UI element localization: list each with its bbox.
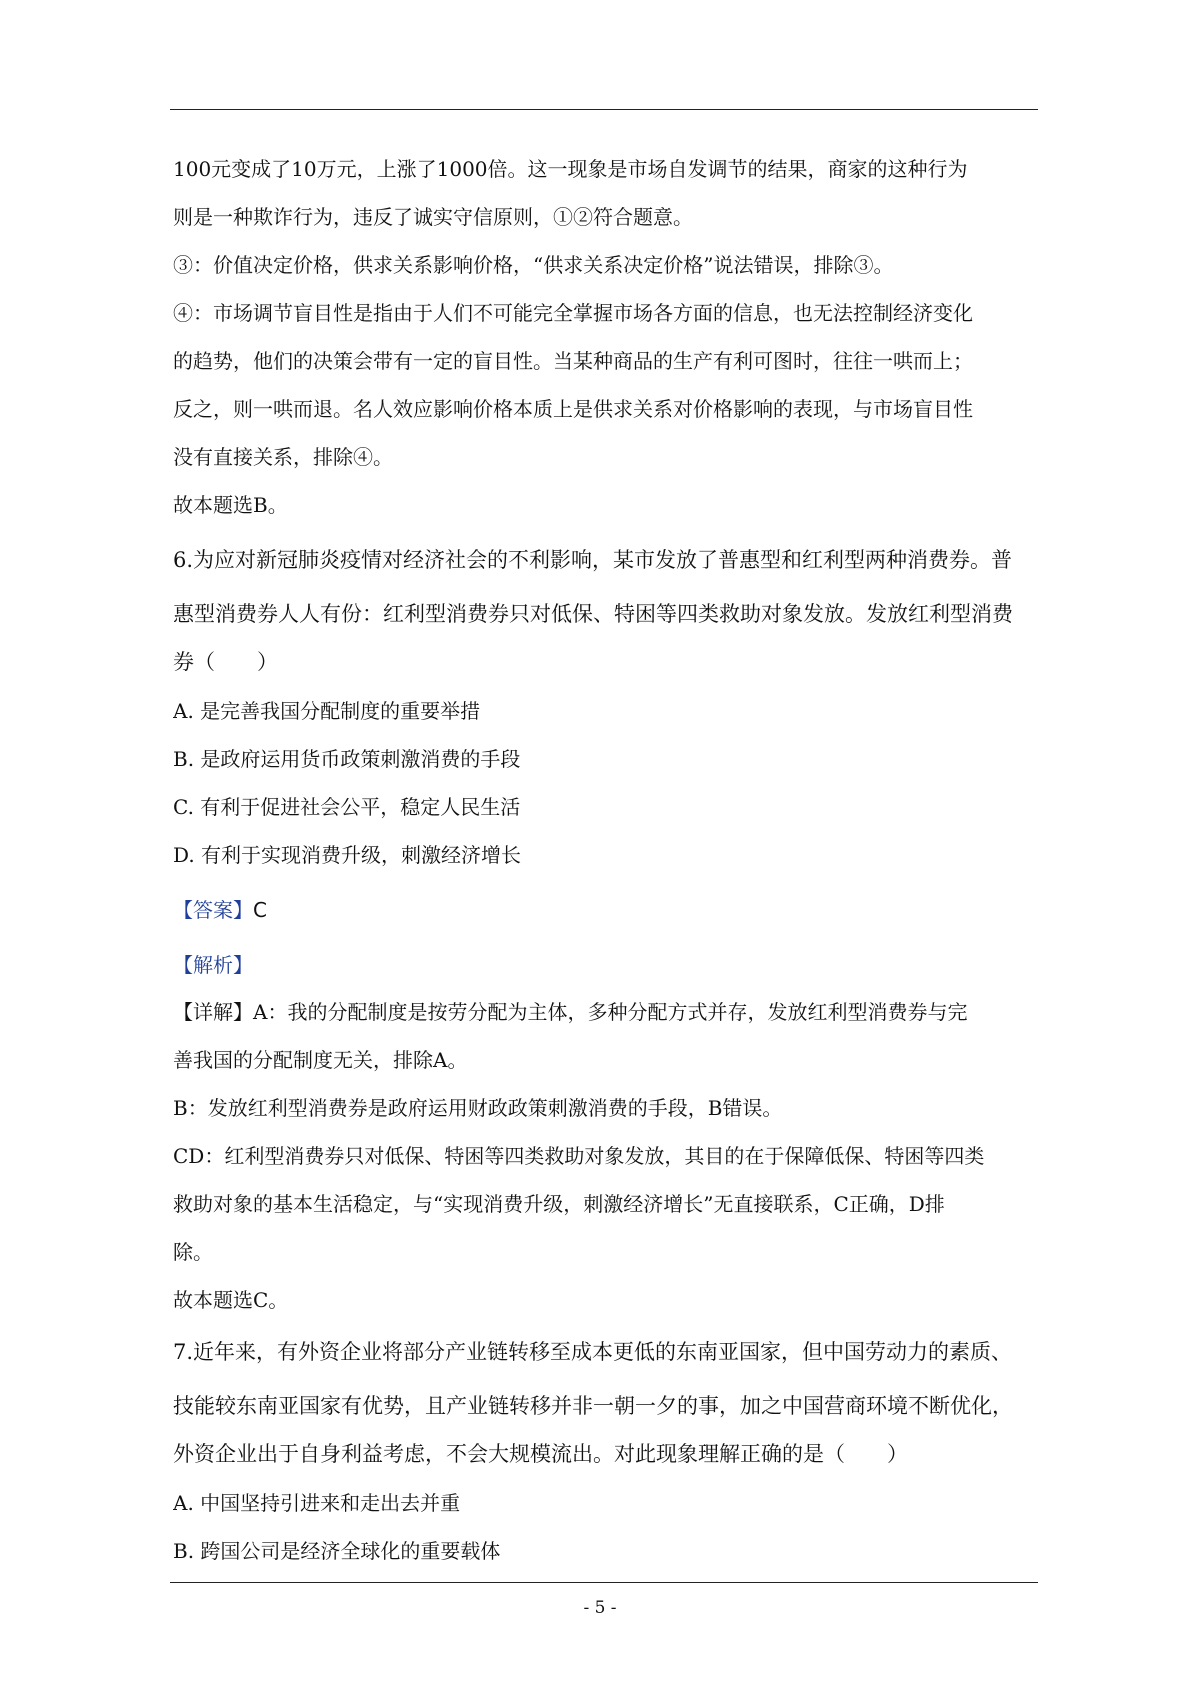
explanation-line: 没有直接关系，排除④。 (173, 445, 393, 469)
explanation-line: 100元变成了10万元，上涨了1000倍。这一现象是市场自发调节的结果，商家的这种行为 (173, 157, 968, 181)
q6-option-c: C. 有利于促进社会公平，稳定人民生活 (173, 795, 521, 819)
q6-answer (173, 896, 1041, 924)
footer-rule (170, 1582, 1038, 1583)
q6-stem-line: 券（ ） (173, 650, 278, 674)
q6-option-a: A. 是完善我国分配制度的重要举措 (173, 699, 481, 723)
header-rule (170, 109, 1038, 110)
answer-value: C (253, 898, 267, 922)
q6-detail-line: 善我国的分配制度无关，排除A。 (173, 1048, 468, 1072)
analysis-tag: 【解析】 (173, 953, 253, 977)
q6-option-b: B. 是政府运用货币政策刺激消费的手段 (173, 747, 521, 771)
explanation-line: 则是一种欺诈行为，违反了诚实守信原则，①②符合题意。 (173, 205, 693, 229)
q6-detail-line: B：发放红利型消费券是政府运用财政政策刺激消费的手段，B错误。 (173, 1096, 783, 1120)
page-number: - 5 - (583, 1598, 617, 1618)
answer-tag: 【答案】 (173, 898, 253, 922)
q7-stem-line: 外资企业出于自身利益考虑，不会大规模流出。对此现象理解正确的是（ ） (173, 1442, 908, 1466)
explanation-line: ④：市场调节盲目性是指由于人们不可能完全掌握市场各方面的信息，也无法控制经济变化 (173, 301, 973, 325)
q6-detail-line: 除。 (173, 1240, 213, 1264)
explanation-conclusion: 故本题选B。 (173, 493, 288, 517)
explanation-line: 的趋势，他们的决策会带有一定的盲目性。当某种商品的生产有利可图时，往往一哄而上； (173, 349, 973, 373)
q6-detail-conclusion: 故本题选C。 (173, 1288, 289, 1312)
explanation-line: ③：价值决定价格，供求关系影响价格，“供求关系决定价格”说法错误，排除③。 (173, 253, 894, 277)
q7-stem-line: 7.近年来，有外资企业将部分产业链转移至成本更低的东南亚国家，但中国劳动力的素质、 (173, 1340, 1013, 1364)
q6-stem-line: 惠型消费券人人有份：红利型消费券只对低保、特困等四类救助对象发放。发放红利型消费 (173, 602, 1013, 626)
q6-analysis-tag (173, 951, 1041, 979)
q7-option-a: A. 中国坚持引进来和走出去并重 (173, 1491, 461, 1515)
explanation-line: 反之，则一哄而退。名人效应影响价格本质上是供求关系对价格影响的表现，与市场盲目性 (173, 397, 973, 421)
q7-stem-line: 技能较东南亚国家有优势，且产业链转移并非一朝一夕的事，加之中国营商环境不断优化， (173, 1394, 1013, 1418)
q7-option-b: B. 跨国公司是经济全球化的重要载体 (173, 1539, 501, 1563)
q6-stem-line: 6.为应对新冠肺炎疫情对经济社会的不利影响，某市发放了普惠型和红利型两种消费券。普 (173, 548, 1013, 572)
q6-detail-line: 【详解】A：我的分配制度是按劳分配为主体，多种分配方式并存，发放红利型消费券与完 (173, 1000, 968, 1024)
q6-detail-line: CD：红利型消费券只对低保、特困等四类救助对象发放，其目的在于保障低保、特困等四类 (173, 1144, 985, 1168)
q6-option-d: D. 有利于实现消费升级，刺激经济增长 (173, 843, 522, 867)
q6-detail-line: 救助对象的基本生活稳定，与“实现消费升级，刺激经济增长”无直接联系，C正确，D排 (173, 1192, 945, 1216)
